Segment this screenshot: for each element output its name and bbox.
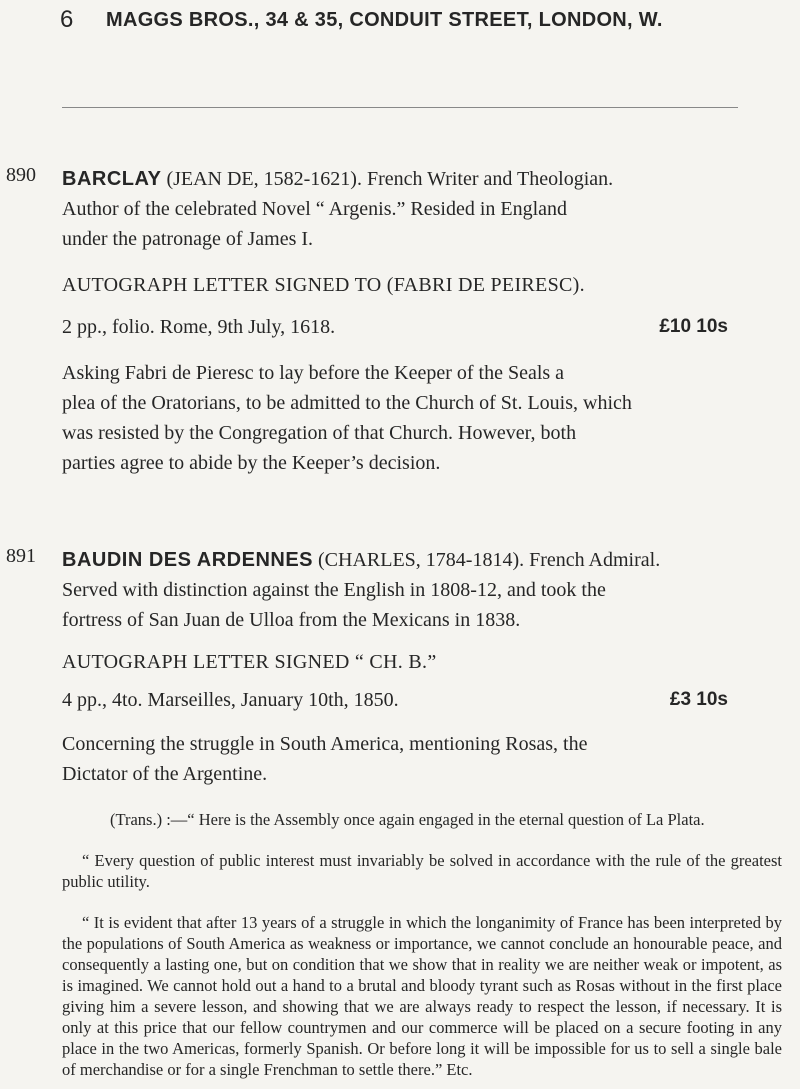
lot-details: 4 pp., 4to. Marseilles, January 10th, 1850.	[62, 689, 399, 711]
lot-intro-line3: under the patronage of James I.	[62, 228, 314, 250]
page-number: 6	[60, 6, 74, 33]
lot-intro	[62, 164, 782, 194]
lot-details-row	[62, 685, 782, 715]
header-rule	[62, 107, 738, 108]
description-line: parties agree to abide by the Keeper’s decision.	[62, 452, 441, 474]
lot-price: £3 10s	[669, 689, 728, 710]
description-line: was resisted by the Congregation of that Church. However, both	[62, 422, 577, 444]
lot-body	[62, 164, 782, 478]
lot-intro-line2: Author of the celebrated Novel “ Argenis.” Resided in England	[62, 198, 568, 220]
translation-paragraph: (Trans.) :—“ Here is the Assembly once again engaged in the eternal question of La Plata.	[110, 810, 705, 829]
lot-intro-line3: fortress of San Juan de Ulloa from the Mexicans in 1838.	[62, 609, 521, 631]
page-header	[0, 6, 800, 46]
lot-intro-text: (CHARLES, 1784-1814). French Admiral.	[318, 549, 661, 571]
description-line: Concerning the struggle in South America, mentioning Rosas, the	[62, 733, 588, 755]
lot-title: AUTOGRAPH LETTER SIGNED “ CH. B.”	[62, 651, 437, 673]
lot-name: BARCLAY	[62, 168, 162, 190]
lot-intro-line2: Served with distinction against the English in 1808-12, and took the	[62, 579, 606, 601]
lot-intro	[62, 545, 782, 575]
lot-number: 891	[6, 545, 36, 567]
running-head: MAGGS BROS., 34 & 35, CONDUIT STREET, LONDON, W.	[106, 9, 663, 31]
description-line: Dictator of the Argentine.	[62, 763, 268, 785]
lot-intro-text: (JEAN DE, 1582-1621). French Writer and Theologian.	[166, 168, 614, 190]
lot-title: AUTOGRAPH LETTER SIGNED TO (FABRI DE PEIRESC).	[62, 274, 585, 296]
description-line: plea of the Oratorians, to be admitted to the Church of St. Louis, which	[62, 392, 632, 414]
lot-price: £10 10s	[659, 316, 728, 337]
lot-description	[62, 729, 782, 789]
translation-paragraph: “ Every question of public interest must invariably be solved in accordance with the rule of the greatest public utility.	[62, 851, 782, 891]
lot-description	[62, 358, 782, 478]
lot-body	[62, 545, 782, 1080]
lot-details-row	[62, 312, 782, 342]
translation-paragraph: “ It is evident that after 13 years of a struggle in which the longanimity of France has been interpreted by the populations of South America as weakness or importance, we cannot conclude an honourable peace, and consequently a lasting one, but on condition that we show that in reality we are neither weak or impotent, as is imagined. We cannot hold out a hand to a brutal and bloody tyrant such as Rosas without in the first place giving him a severe lesson, and showing that we are always ready to respect the lesson, if necessary. It is only at this price that our fellow countrymen and our commerce will be placed on a secure footing in any place in the two Americas, formerly Spanish. Or before long it will be impossible for us to sell a single bale of merchandise or for a single Frenchman to settle there.” Etc.	[62, 913, 782, 1079]
lot-details: 2 pp., folio. Rome, 9th July, 1618.	[62, 316, 336, 338]
description-line: Asking Fabri de Pieresc to lay before the Keeper of the Seals a	[62, 362, 565, 384]
lot-number: 890	[6, 164, 36, 186]
lot-name: BAUDIN DES ARDENNES	[62, 549, 314, 571]
